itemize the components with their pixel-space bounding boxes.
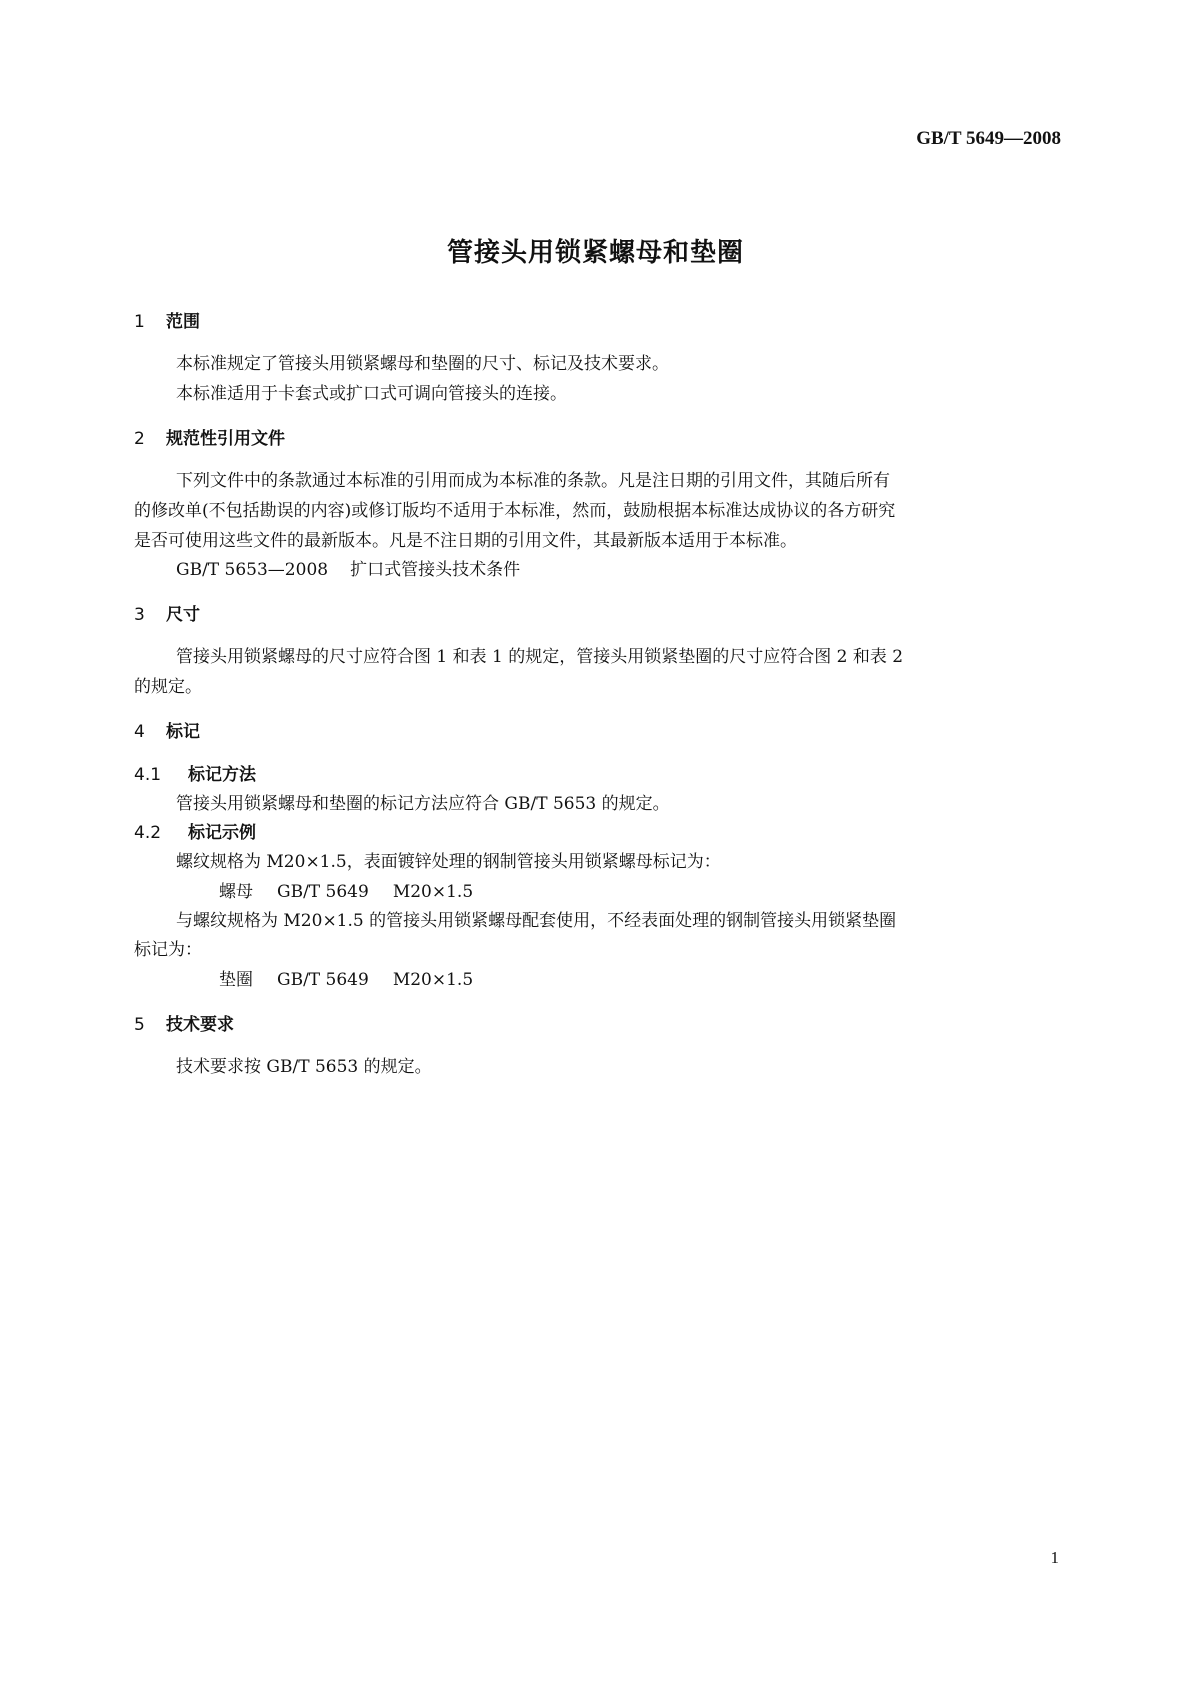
references-line-2: 的修改单(不包括勘误的内容)或修订版均不适用于本标准，然而，鼓励根据本标准达成协议的各方研究: [134, 501, 896, 521]
section-title: 规范性引用文件: [166, 429, 285, 449]
subsection-title: 标记示例: [188, 823, 256, 843]
section-number: 4: [134, 722, 145, 742]
example-2-intro-line-2: 标记为：: [134, 940, 202, 960]
scope-paragraph-1: 本标准规定了管接头用锁紧螺母和垫圈的尺寸、标记及技术要求。: [176, 354, 669, 374]
marking-method-text: 管接头用锁紧螺母和垫圈的标记方法应符合 GB/T 5653 的规定。: [176, 794, 670, 814]
subsection-title: 标记方法: [188, 765, 256, 785]
section-title: 尺寸: [166, 605, 200, 625]
example-part-name: 螺母: [219, 882, 253, 902]
document-title: 管接头用锁紧螺母和垫圈: [446, 238, 744, 268]
section-title: 技术要求: [166, 1015, 234, 1035]
example-1-intro: 螺纹规格为 M20×1.5，表面镀锌处理的钢制管接头用锁紧螺母标记为：: [176, 852, 721, 872]
page-number: 1: [1050, 1548, 1059, 1567]
example-standard-code: GB/T 5649: [277, 970, 369, 990]
references-line-1: 下列文件中的条款通过本标准的引用而成为本标准的条款。凡是注日期的引用文件，其随后所有: [176, 471, 890, 491]
standard-code: GB/T 5649—2008: [916, 128, 1061, 149]
references-line-3: 是否可使用这些文件的最新版本。凡是不注日期的引用文件，其最新版本适用于本标准。: [134, 531, 797, 551]
subsection-4-1-heading: [134, 760, 256, 785]
section-5-heading: [134, 1010, 234, 1035]
section-number: 5: [134, 1015, 145, 1035]
section-1-heading: [134, 307, 200, 332]
example-2-intro-line-1: 与螺纹规格为 M20×1.5 的管接头用锁紧螺母配套使用，不经表面处理的钢制管接头用锁紧垫圈: [176, 911, 897, 931]
reference-title: 扩口式管接头技术条件: [350, 560, 521, 580]
section-number: 3: [134, 605, 145, 625]
example-thread-spec: M20×1.5: [392, 882, 474, 902]
example-1-marking: [219, 877, 473, 902]
section-number: 2: [134, 429, 145, 449]
reference-code: GB/T 5653—2008: [176, 560, 329, 580]
section-title: 标记: [166, 722, 200, 742]
example-2-marking: [219, 965, 473, 990]
example-thread-spec: M20×1.5: [392, 970, 474, 990]
subsection-4-2-heading: [134, 818, 256, 843]
reference-entry: [176, 555, 520, 580]
section-title: 范围: [166, 312, 200, 332]
section-2-heading: [134, 424, 285, 449]
dimensions-line-1: 管接头用锁紧螺母的尺寸应符合图 1 和表 1 的规定，管接头用锁紧垫圈的尺寸应符合图 2 和表 2: [176, 647, 904, 667]
subsection-number: 4.1: [134, 765, 162, 785]
section-3-heading: [134, 600, 200, 625]
example-part-name: 垫圈: [219, 970, 253, 990]
dimensions-line-2: 的规定。: [134, 677, 202, 697]
technical-requirements-text: 技术要求按 GB/T 5653 的规定。: [176, 1057, 432, 1077]
scope-paragraph-2: 本标准适用于卡套式或扩口式可调向管接头的连接。: [176, 384, 567, 404]
section-4-heading: [134, 717, 200, 742]
subsection-number: 4.2: [134, 823, 162, 843]
section-number: 1: [134, 312, 145, 332]
example-standard-code: GB/T 5649: [277, 882, 369, 902]
